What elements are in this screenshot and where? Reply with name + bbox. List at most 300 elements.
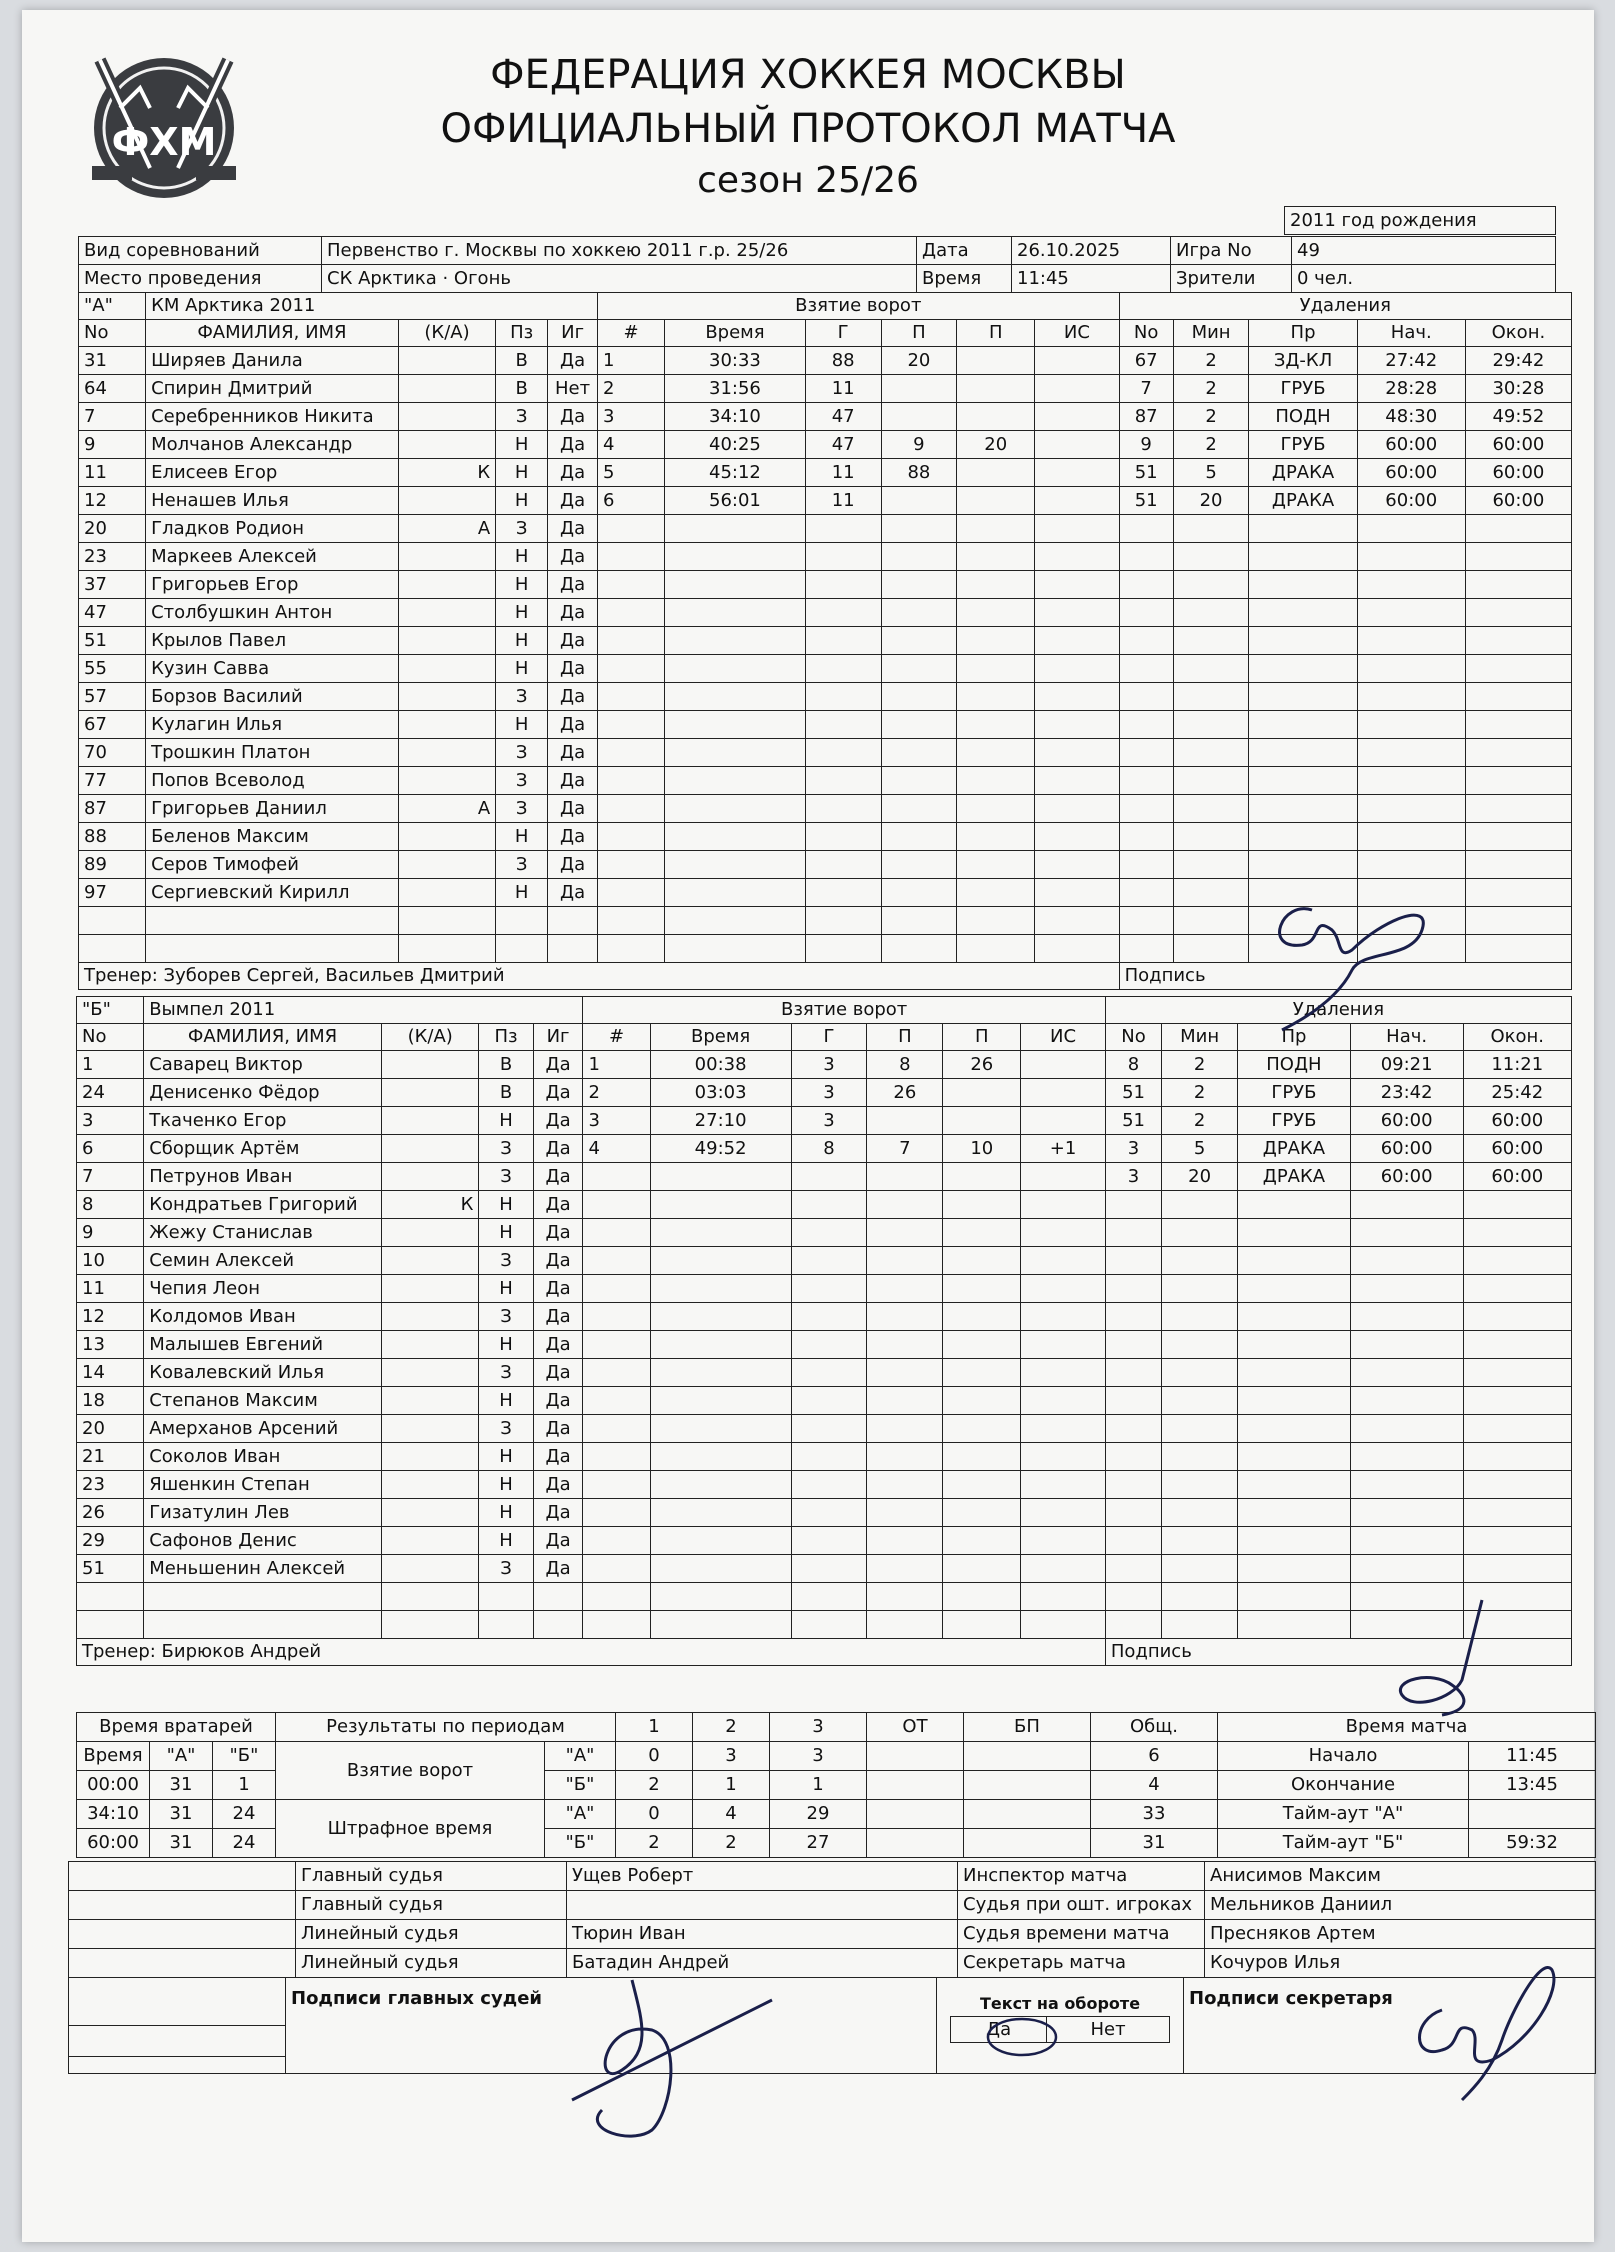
player-played: Да	[548, 879, 598, 907]
penalty-cell	[1350, 1527, 1463, 1555]
penalty-cell: 48:30	[1357, 403, 1465, 431]
player-role	[381, 1331, 479, 1359]
svg-text:ФХМ: ФХМ	[111, 120, 217, 164]
penalty-cell	[1162, 1275, 1238, 1303]
goal-cell: 11	[805, 375, 881, 403]
penalty-cell: ДРАКА	[1238, 1163, 1351, 1191]
column-header: No	[77, 1024, 144, 1051]
goal-cell	[805, 823, 881, 851]
team-a-table	[78, 292, 1572, 990]
player-name: Семин Алексей	[144, 1247, 382, 1275]
goal-cell	[583, 1583, 650, 1611]
goal-cell	[881, 515, 957, 543]
penalty-cell: 2	[1173, 347, 1249, 375]
penalty-cell: 49:52	[1465, 403, 1571, 431]
goal-cell	[598, 823, 665, 851]
penalty-cell: 60:00	[1465, 459, 1571, 487]
goal-cell	[598, 655, 665, 683]
player-position	[479, 1583, 533, 1611]
goal-cell	[881, 795, 957, 823]
goal-cell	[805, 711, 881, 739]
goal-cell	[943, 1331, 1021, 1359]
penalty-cell: ЗД-КЛ	[1249, 347, 1357, 375]
penalty-cell	[1119, 823, 1173, 851]
penalty-cell	[1463, 1359, 1572, 1387]
penalty-cell	[1357, 823, 1465, 851]
penalty-cell	[1249, 795, 1357, 823]
table-row	[79, 347, 1572, 375]
player-name: Соколов Иван	[144, 1443, 382, 1471]
player-number: 47	[79, 599, 146, 627]
goal-cell	[867, 1163, 943, 1191]
player-number: 20	[79, 515, 146, 543]
penalty-cell	[1350, 1499, 1463, 1527]
player-number: 13	[77, 1331, 144, 1359]
goal-cell	[1035, 795, 1119, 823]
penalty-cell	[1173, 711, 1249, 739]
penalty-cell: 5	[1162, 1135, 1238, 1163]
goal-cell: 3	[583, 1107, 650, 1135]
player-position: Н	[496, 487, 548, 515]
player-number: 20	[77, 1415, 144, 1443]
player-name: Кузин Савва	[146, 655, 399, 683]
signature-label: Подпись	[1119, 963, 1571, 990]
penalty-cell	[1162, 1331, 1238, 1359]
penalty-cell: 2	[1162, 1107, 1238, 1135]
goal-cell	[791, 1219, 867, 1247]
player-number	[77, 1583, 144, 1611]
penalty-cell	[1173, 823, 1249, 851]
goal-cell	[957, 739, 1035, 767]
goal-cell	[1021, 1359, 1106, 1387]
player-played: Да	[548, 459, 598, 487]
player-name	[146, 935, 399, 963]
table-row	[79, 711, 1572, 739]
penalty-cell: 20	[1162, 1163, 1238, 1191]
player-name: Серов Тимофей	[146, 851, 399, 879]
penalty-cell	[1249, 599, 1357, 627]
goal-cell: 47	[805, 431, 881, 459]
goal-cell	[583, 1331, 650, 1359]
goal-cell	[598, 879, 665, 907]
player-name: Сборщик Артём	[144, 1135, 382, 1163]
goal-cell: 3	[598, 403, 665, 431]
goal-cell	[791, 1163, 867, 1191]
column-header: Окон.	[1465, 320, 1571, 347]
table-row	[79, 515, 1572, 543]
goal-cell	[791, 1583, 867, 1611]
goal-cell	[867, 1191, 943, 1219]
player-position: З	[479, 1359, 533, 1387]
table-row	[77, 1079, 1572, 1107]
table-row	[79, 431, 1572, 459]
player-role	[381, 1527, 479, 1555]
player-position: З	[479, 1163, 533, 1191]
column-header: #	[598, 320, 665, 347]
player-position: Н	[479, 1387, 533, 1415]
penalty-cell	[1119, 879, 1173, 907]
penalty-cell	[1357, 879, 1465, 907]
player-position: З	[479, 1555, 533, 1583]
penalty-cell	[1162, 1583, 1238, 1611]
player-played	[548, 935, 598, 963]
penalty-cell: 8	[1105, 1051, 1161, 1079]
penalty-cell	[1357, 935, 1465, 963]
player-name: Колдомов Иван	[144, 1303, 382, 1331]
goal-cell	[650, 1443, 791, 1471]
player-played: Да	[533, 1443, 583, 1471]
penalty-cell	[1162, 1387, 1238, 1415]
goal-cell	[665, 935, 806, 963]
goal-cell	[1021, 1051, 1106, 1079]
penalty-cell	[1357, 907, 1465, 935]
penalty-cell	[1463, 1303, 1572, 1331]
penalty-cell	[1463, 1191, 1572, 1219]
coach-name: Тренер: Бирюков Андрей	[77, 1639, 1106, 1666]
goal-cell: 20	[957, 431, 1035, 459]
goal-cell	[665, 823, 806, 851]
player-role	[398, 403, 495, 431]
goal-cell: 2	[598, 375, 665, 403]
penalty-cell	[1105, 1555, 1161, 1583]
penalty-cell	[1350, 1611, 1463, 1639]
goal-cell	[650, 1387, 791, 1415]
penalty-cell	[1162, 1303, 1238, 1331]
penalty-cell	[1238, 1303, 1351, 1331]
goal-cell	[943, 1499, 1021, 1527]
penalty-cell	[1162, 1611, 1238, 1639]
goal-cell	[1035, 403, 1119, 431]
player-position: З	[479, 1415, 533, 1443]
ref-sign-label: Подписи главных судей	[286, 1978, 937, 2074]
summary-table: Время вратарей Результаты по периодам 1 2 3 ОТ БП Общ. Время матча Время "А" "Б" Взятие ворот "А" 0 3 3 6 Начало 11:45 00:00 31 1 "Б" 2 1 1 4 Окончание 13:45 34:10 31 24 Штрафное время "А" 0 4 29 33 Тайм-аут "А" 60:00 31 24 "Б" 2 2 27 31 Тайм-аут "Б" 59:32	[76, 1712, 1596, 1858]
goal-cell	[805, 515, 881, 543]
table-row	[79, 767, 1572, 795]
team-b-table	[76, 996, 1572, 1666]
penalty-cell: 29:42	[1465, 347, 1571, 375]
player-position: Н	[496, 655, 548, 683]
penalty-cell: 60:00	[1357, 487, 1465, 515]
penalty-cell: ГРУБ	[1238, 1079, 1351, 1107]
penalty-cell	[1162, 1499, 1238, 1527]
goal-cell	[881, 767, 957, 795]
penalty-cell	[1357, 515, 1465, 543]
player-name: Борзов Василий	[146, 683, 399, 711]
player-played: Да	[533, 1415, 583, 1443]
table-row	[79, 739, 1572, 767]
penalty-cell	[1119, 907, 1173, 935]
goal-cell	[1035, 571, 1119, 599]
table-row	[77, 1471, 1572, 1499]
table-row	[79, 599, 1572, 627]
goal-cell	[598, 767, 665, 795]
goal-cell: 31:56	[665, 375, 806, 403]
goal-cell	[598, 571, 665, 599]
player-name: Беленов Максим	[146, 823, 399, 851]
goal-cell	[1035, 767, 1119, 795]
penalty-cell: 60:00	[1463, 1135, 1572, 1163]
goal-cell	[957, 907, 1035, 935]
player-position: З	[479, 1247, 533, 1275]
penalty-cell	[1463, 1219, 1572, 1247]
table-row	[77, 1611, 1572, 1639]
goal-cell: 26	[867, 1079, 943, 1107]
goal-cell: 03:03	[650, 1079, 791, 1107]
table-row	[79, 795, 1572, 823]
penalty-cell	[1238, 1219, 1351, 1247]
player-played: Да	[548, 347, 598, 375]
player-played: Да	[548, 571, 598, 599]
player-number	[77, 1611, 144, 1639]
penalty-cell	[1357, 683, 1465, 711]
goal-cell	[1021, 1583, 1106, 1611]
goal-cell	[805, 571, 881, 599]
goal-cell	[583, 1443, 650, 1471]
penalties-section-title: Удаления	[1119, 293, 1571, 320]
player-name: Меньшенин Алексей	[144, 1555, 382, 1583]
penalty-cell	[1105, 1443, 1161, 1471]
player-name: Малышев Евгений	[144, 1331, 382, 1359]
goal-cell	[598, 795, 665, 823]
penalty-cell	[1350, 1443, 1463, 1471]
penalty-cell	[1465, 851, 1571, 879]
goal-cell	[943, 1527, 1021, 1555]
penalty-cell	[1350, 1359, 1463, 1387]
signatures-table: Подписи главных судей Текст на обороте Да Нет Подписи секретаря	[68, 1977, 1596, 2074]
goal-cell: 1	[598, 347, 665, 375]
player-position: З	[496, 515, 548, 543]
player-role	[381, 1135, 479, 1163]
column-header: Нач.	[1350, 1024, 1463, 1051]
player-played: Да	[533, 1163, 583, 1191]
player-number: 7	[77, 1163, 144, 1191]
goal-cell	[881, 543, 957, 571]
goal-cell	[791, 1247, 867, 1275]
goal-cell	[1021, 1499, 1106, 1527]
penalty-cell	[1173, 935, 1249, 963]
goal-cell	[583, 1415, 650, 1443]
goal-cell	[791, 1443, 867, 1471]
penalty-cell	[1173, 683, 1249, 711]
player-position: Н	[479, 1275, 533, 1303]
player-played: Да	[548, 823, 598, 851]
goal-cell: 2	[583, 1079, 650, 1107]
player-played: Да	[548, 487, 598, 515]
goal-cell	[598, 627, 665, 655]
goal-cell	[1021, 1219, 1106, 1247]
player-name: Ткаченко Егор	[144, 1107, 382, 1135]
goal-cell	[867, 1247, 943, 1275]
column-header: П	[957, 320, 1035, 347]
penalty-cell	[1249, 683, 1357, 711]
column-header: Пз	[479, 1024, 533, 1051]
goal-cell	[791, 1275, 867, 1303]
goal-cell	[1021, 1527, 1106, 1555]
goal-cell	[598, 739, 665, 767]
goal-cell	[881, 823, 957, 851]
penalty-cell: 51	[1119, 459, 1173, 487]
player-name: Гладков Родион	[146, 515, 399, 543]
penalty-cell	[1238, 1387, 1351, 1415]
player-role	[398, 375, 495, 403]
goal-cell	[881, 683, 957, 711]
goal-cell	[957, 459, 1035, 487]
goal-cell	[957, 935, 1035, 963]
player-played: Да	[533, 1387, 583, 1415]
player-played: Да	[533, 1555, 583, 1583]
penalty-cell	[1249, 655, 1357, 683]
goal-cell	[881, 879, 957, 907]
penalty-cell	[1463, 1247, 1572, 1275]
penalty-cell	[1465, 711, 1571, 739]
penalty-cell	[1465, 879, 1571, 907]
goal-cell	[791, 1303, 867, 1331]
player-number: 23	[77, 1471, 144, 1499]
goal-cell	[957, 879, 1035, 907]
penalty-cell	[1105, 1331, 1161, 1359]
penalty-cell	[1238, 1359, 1351, 1387]
goal-cell	[583, 1359, 650, 1387]
player-number: 70	[79, 739, 146, 767]
player-name: Яшенкин Степан	[144, 1471, 382, 1499]
goal-cell	[1035, 683, 1119, 711]
goal-cell	[650, 1247, 791, 1275]
penalty-cell: 60:00	[1350, 1135, 1463, 1163]
goal-cell	[650, 1527, 791, 1555]
penalty-cell: 60:00	[1463, 1163, 1572, 1191]
player-name	[146, 907, 399, 935]
player-played: Да	[533, 1079, 583, 1107]
goal-cell	[943, 1079, 1021, 1107]
penalty-cell	[1465, 767, 1571, 795]
penalty-cell	[1119, 935, 1173, 963]
goal-cell	[881, 627, 957, 655]
penalty-cell: 2	[1173, 403, 1249, 431]
goal-cell	[650, 1191, 791, 1219]
player-played: Да	[533, 1135, 583, 1163]
player-role	[398, 571, 495, 599]
player-number: 6	[77, 1135, 144, 1163]
goal-cell	[650, 1275, 791, 1303]
goal-cell	[867, 1611, 943, 1639]
player-name: Чепия Леон	[144, 1275, 382, 1303]
player-position: Н	[479, 1443, 533, 1471]
player-number: 23	[79, 543, 146, 571]
secretary-sign-label: Подписи секретаря	[1184, 1978, 1596, 2074]
penalty-cell	[1463, 1583, 1572, 1611]
goal-cell	[583, 1471, 650, 1499]
protocol-sheet	[22, 10, 1594, 2242]
player-played	[548, 907, 598, 935]
goal-cell	[665, 767, 806, 795]
column-header: (К/А)	[398, 320, 495, 347]
penalty-cell: 60:00	[1465, 431, 1571, 459]
table-row	[79, 627, 1572, 655]
penalty-cell	[1173, 543, 1249, 571]
goal-cell	[1021, 1471, 1106, 1499]
goal-cell	[957, 347, 1035, 375]
penalty-cell	[1465, 543, 1571, 571]
player-position: В	[479, 1079, 533, 1107]
goal-cell	[1021, 1415, 1106, 1443]
player-played: Да	[548, 599, 598, 627]
penalty-cell: 27:42	[1357, 347, 1465, 375]
penalty-cell	[1105, 1275, 1161, 1303]
goal-cell: 3	[791, 1079, 867, 1107]
player-name: Ковалевский Илья	[144, 1359, 382, 1387]
player-role: А	[398, 515, 495, 543]
goal-cell	[1021, 1555, 1106, 1583]
column-header: Окон.	[1463, 1024, 1572, 1051]
table-row	[79, 571, 1572, 599]
goal-cell	[598, 515, 665, 543]
goal-cell	[867, 1275, 943, 1303]
penalty-cell	[1249, 627, 1357, 655]
player-number: 67	[79, 711, 146, 739]
table-row	[77, 1555, 1572, 1583]
goal-cell: 27:10	[650, 1107, 791, 1135]
player-played: Да	[533, 1107, 583, 1135]
penalty-cell	[1463, 1555, 1572, 1583]
penalty-cell	[1105, 1303, 1161, 1331]
column-header: Мин	[1173, 320, 1249, 347]
table-row	[79, 487, 1572, 515]
goal-cell	[943, 1471, 1021, 1499]
federation-title: ФЕДЕРАЦИЯ ХОККЕЯ МОСКВЫ	[490, 52, 1126, 98]
goal-cell	[943, 1191, 1021, 1219]
team-tag: "Б"	[77, 997, 144, 1024]
player-role	[381, 1387, 479, 1415]
goal-cell	[957, 515, 1035, 543]
goal-cell	[943, 1163, 1021, 1191]
player-played: Да	[548, 851, 598, 879]
player-role	[398, 347, 495, 375]
penalty-cell	[1357, 851, 1465, 879]
goal-cell	[867, 1331, 943, 1359]
goal-cell	[867, 1303, 943, 1331]
player-played: Да	[533, 1359, 583, 1387]
penalty-cell	[1162, 1247, 1238, 1275]
penalty-cell	[1249, 907, 1357, 935]
column-header: П	[881, 320, 957, 347]
player-played: Да	[548, 739, 598, 767]
column-header: ФАМИЛИЯ, ИМЯ	[146, 320, 399, 347]
goal-cell	[943, 1303, 1021, 1331]
player-position: Н	[496, 543, 548, 571]
goal-cell	[665, 627, 806, 655]
penalty-cell	[1465, 627, 1571, 655]
player-position: Н	[479, 1527, 533, 1555]
table-row	[77, 1303, 1572, 1331]
player-played: Да	[548, 543, 598, 571]
penalty-cell: 28:28	[1357, 375, 1465, 403]
goal-cell	[957, 627, 1035, 655]
penalty-cell	[1162, 1219, 1238, 1247]
table-row	[79, 823, 1572, 851]
penalty-cell: ГРУБ	[1249, 375, 1357, 403]
player-number: 14	[77, 1359, 144, 1387]
player-number: 29	[77, 1527, 144, 1555]
penalty-cell: 60:00	[1350, 1107, 1463, 1135]
player-position: З	[496, 851, 548, 879]
player-role: А	[398, 795, 495, 823]
penalty-cell	[1465, 571, 1571, 599]
goal-cell	[650, 1471, 791, 1499]
player-position: Н	[479, 1191, 533, 1219]
goal-cell	[1035, 515, 1119, 543]
player-role	[398, 767, 495, 795]
goal-cell	[650, 1499, 791, 1527]
